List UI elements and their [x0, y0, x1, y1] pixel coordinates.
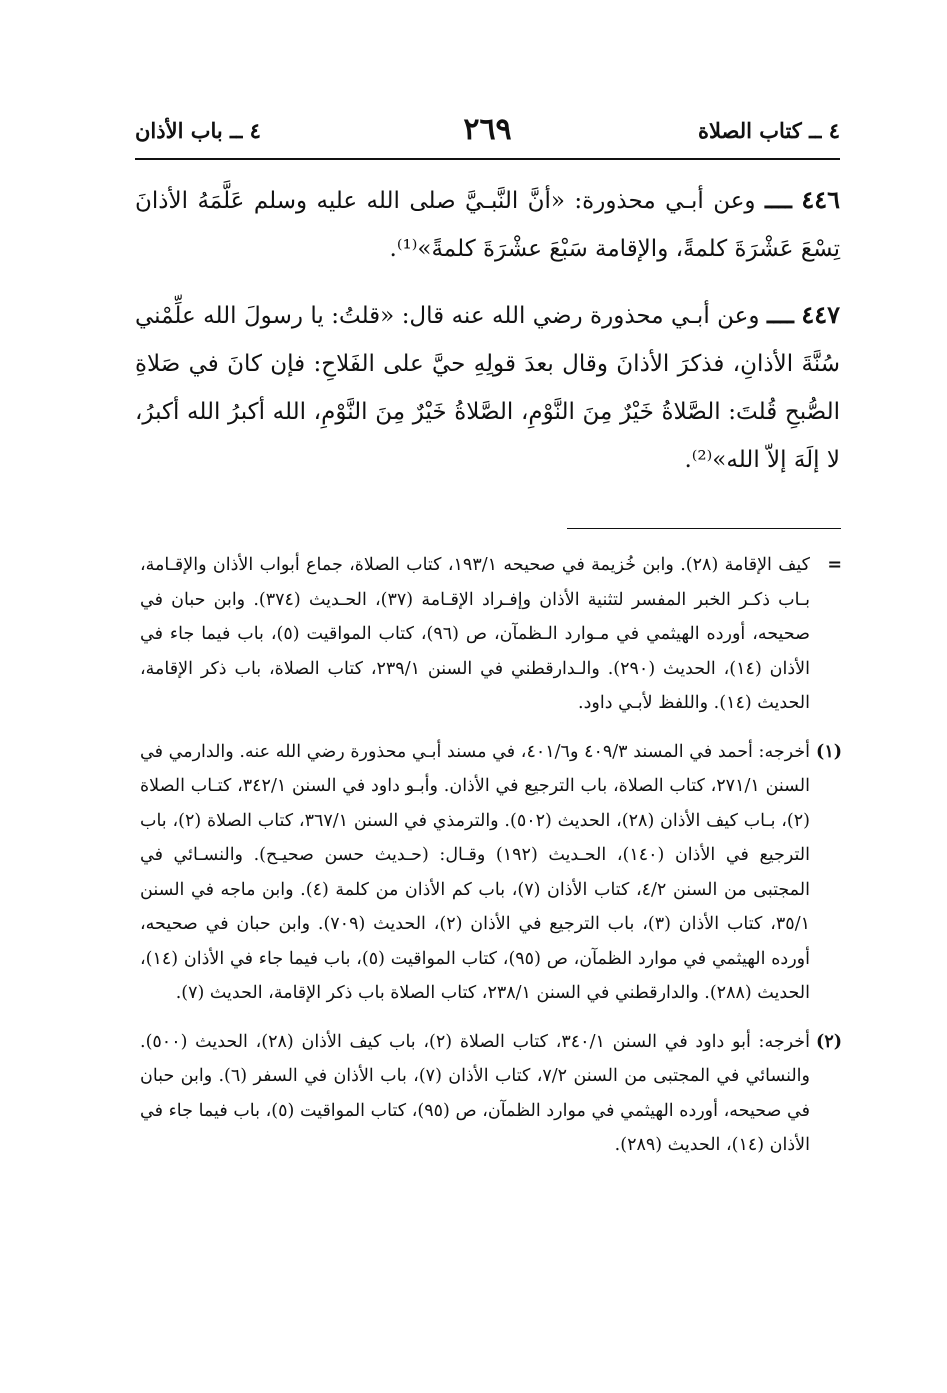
hadith-text: وعن أبـي محذورة: «أنَّ النَّبـيَّ صلى الله عليه وسلم عَلَّمَهُ الأذانَ تِسْعَ عَشْرَةَ كلمةً، والإقامة سَبْعَ عشْرَةَ كلمةً»⁽¹⁾. — [135, 188, 840, 262]
footnotes — [140, 548, 842, 1177]
footnote-continuation — [140, 548, 842, 721]
hadith-447 — [135, 291, 840, 484]
footnote-marker: (٢) — [816, 1031, 842, 1052]
footnote-text: كيف الإقامة (٢٨). وابن خُزيمة في صحيحه ١٩٣/١، كتاب الصلاة، جماع أبواب الأذان والإقـامة، بـاب ذكـر الخبر المفسر لتثنية الأذان وإفـراد الإقـامة (٣٧)، الحـديث (٣٧٤). وابن حبان في صحيحه، أورده الهيثمي في مـوارد الـظمآن، ص (٩٦)، كتاب المواقيت (٥)، باب فيما جاء في الأذان (١٤)، الحديث (٢٩٠). والـدارقطني في السنن ٢٣٩/١، كتاب الصلاة، باب ذكر الإقامة، الحديث (١٤). واللفظ لأبـي داود. — [140, 555, 811, 713]
header-chapter: ٤ ــ كتاب الصلاة — [698, 118, 840, 143]
footnote-text: أخرجه: أبو داود في السنن ٣٤٠/١، كتاب الصلاة (٢)، باب كيف الأذان (٢٨)، الحديث (٥٠٠). والنسائي في المجتبى من السنن ٧/٢، كتاب الأذان (٧)، باب الأذان في السفر (٦). وابن حبان في صحيحه، أورده الهيثمي في موارد الظمآن، ص (٩٥)، كتاب المواقيت (٥)، باب فيما جاء في الأذان (١٤)، الحديث (٢٨٩). — [140, 1031, 810, 1155]
footnote-marker: = — [827, 555, 842, 575]
footnote-1 — [140, 735, 842, 1011]
hadith-dash: ــــ — [766, 302, 794, 329]
footnote-separator — [567, 528, 841, 529]
header-rule — [135, 158, 840, 160]
footnote-2 — [140, 1025, 842, 1163]
hadith-number: ٤٤٧ — [801, 300, 841, 329]
footnote-marker: (١) — [816, 741, 842, 762]
footnote-text: أخرجه: أحمد في المسند ٤٠٩/٣ و٤٠١/٦، في مسند أبـي محذورة رضي الله عنه. والدارمي في السنن ٢٧١/١، كتاب الصلاة، باب الترجيع في الأذان. وأبـو داود في السنن ٣٤٢/١، كتـاب الصلاة (٢)، بـاب كيف الأذان (٢٨)، الحديث (٥٠٢). والترمذي في السنن ٣٦٧/١، كتاب الصلاة (٢)، باب الترجيع في الأذان (١٤٠)، الحـديث (١٩٢) وقـال: (حـديث حسن صحيـح). والنسـائي في المجتبى من السنن ٤/٢، كتاب الأذان (٧)، باب كم الأذان من كلمة (٤). وابن ماجه في السنن ٣٥/١، كتاب الأذان (٣)، باب الترجيع في الأذان (٢)، الحديث (٧٠٩). وابن حبان في صحيحه، أورده الهيثمي في موارد الظمآن، ص (٩٥)، كتاب المواقيت (٥)، باب فيما جاء في الأذان (١٤)، الحديث (٢٨٨). والدارقطني في السنن ٢٣٨/١، كتاب الصلاة باب ذكر الإقامة، الحديث (٧). — [140, 741, 810, 1003]
main-text — [135, 176, 840, 502]
hadith-number: ٤٤٦ — [801, 185, 841, 214]
hadith-dash: ــــ — [764, 187, 792, 214]
running-header — [135, 112, 840, 156]
header-section: ٤ ــ باب الأذان — [135, 118, 261, 143]
page-number: ٢٦٩ — [463, 112, 512, 147]
hadith-text: وعن أبـي محذورة رضي الله عنه قال: «قلتُ: يا رسولَ الله علِّمْني سُنَّةَ الأذانِ، فذكرَ الأذانَ وقال بعدَ قولِهِ حيَّ على الفَلاحِ: فإن كانَ في صَلاةِ الصُّبحِ قُلتَ: الصَّلاةُ خَيْرٌ مِنَ النَّوْمِ، الصَّلاةُ خَيْرٌ مِنَ النَّوْمِ، الله أكبرُ الله أكبرُ، لا إلَهَ إلاّ الله»⁽²⁾. — [135, 303, 840, 473]
hadith-446 — [135, 176, 840, 273]
